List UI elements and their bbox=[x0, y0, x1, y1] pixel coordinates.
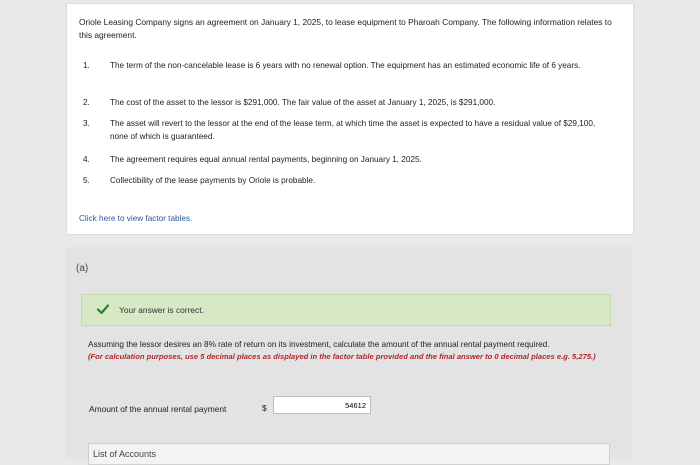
item-number: 2. bbox=[83, 98, 90, 107]
item-text: Collectibility of the lease payments by Oriole is probable. bbox=[110, 176, 316, 185]
item-number: 4. bbox=[83, 155, 90, 164]
calculation-note: (For calculation purposes, use 5 decimal places as displayed in the factor table provided and the final answer to 0 decimal places e.g. 5,275.) bbox=[88, 351, 596, 361]
item-text: The term of the non-cancelable lease is 6 years with no renewal option. The equipment has an estimated economic life of 6 years. bbox=[110, 61, 581, 70]
part-a-panel bbox=[66, 247, 632, 459]
amount-label: Amount of the annual rental payment bbox=[89, 404, 227, 414]
item-number: 1. bbox=[83, 61, 90, 70]
problem-card bbox=[66, 3, 634, 235]
feedback-text: Your answer is correct. bbox=[119, 305, 204, 315]
list-of-accounts-label: List of Accounts bbox=[93, 449, 157, 459]
currency-symbol: $ bbox=[262, 403, 267, 413]
item-number: 5. bbox=[83, 176, 90, 185]
question-block bbox=[88, 339, 618, 362]
feedback-banner bbox=[81, 294, 611, 326]
checkmark-icon bbox=[96, 302, 110, 321]
item-text: The agreement requires equal annual rental payments, beginning on January 1, 2025. bbox=[110, 155, 422, 164]
item-text: The cost of the asset to the lessor is $291,000. The fair value of the asset at January 1, 2025, is $291,000. bbox=[110, 98, 496, 107]
list-of-accounts-button[interactable] bbox=[88, 443, 610, 465]
item-text: The asset will revert to the lessor at the end of the lease term, at which time the asset is expected to have a residual value of $29,100, none of which is guaranteed. bbox=[110, 119, 596, 141]
annual-rental-payment-input[interactable] bbox=[273, 396, 371, 414]
factor-tables-link[interactable]: Click here to view factor tables. bbox=[79, 214, 193, 223]
problem-intro: Oriole Leasing Company signs an agreement on January 1, 2025, to lease equipment to Pharoah Company. The following information relates to this agreement. bbox=[79, 17, 612, 40]
item-number: 3. bbox=[83, 119, 90, 128]
part-label: (a) bbox=[76, 263, 89, 274]
question-text: Assuming the lessor desires an 8% rate of return on its investment, calculate the amount of the annual rental payment required. bbox=[88, 340, 550, 349]
